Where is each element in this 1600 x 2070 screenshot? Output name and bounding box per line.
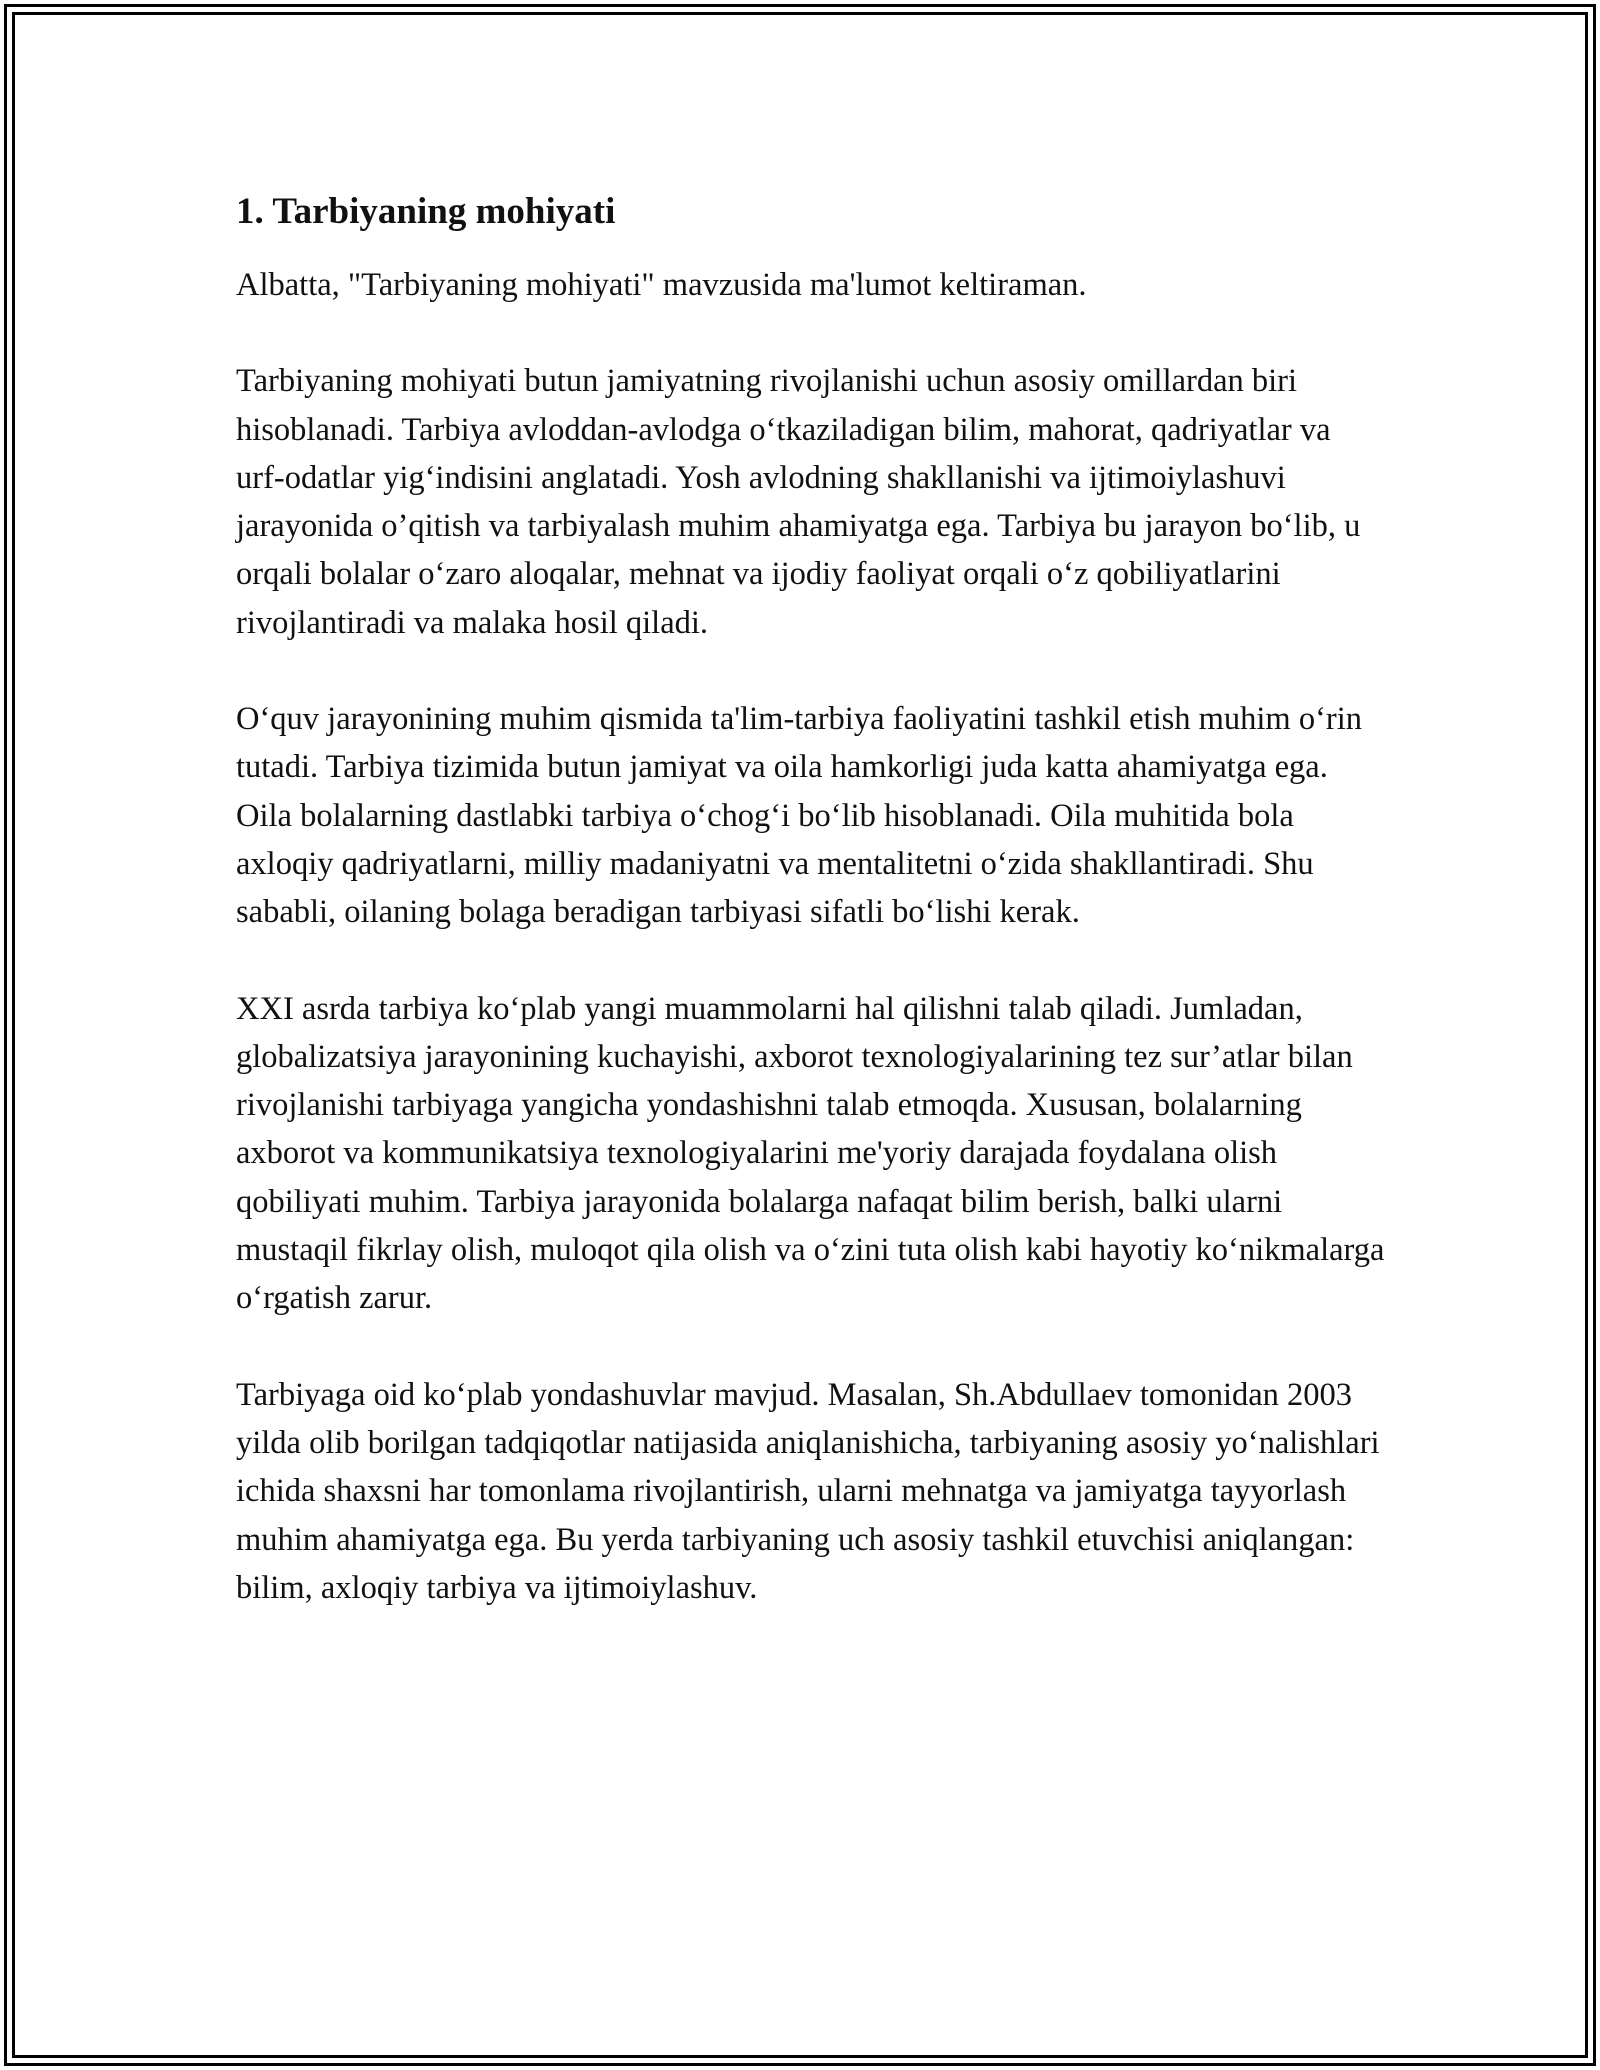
document-body	[236, 188, 1386, 1660]
paragraph-intro: Albatta, "Tarbiyaning mohiyati" mavzusida ma'lumot keltiraman.	[236, 267, 1087, 303]
paragraph-21st-century: XXI asrda tarbiya ko‘plab yangi muammolarni hal qilishni talab qiladi. Jumladan, globalizatsiya jarayonining kuchayishi, axborot texnologiyalarining tez sur’atlar bilan rivojlanishi tarbiyaga yangicha yondashishni talab etmoqda. Xususan, bolalarning axborot va kommunikatsiya texnologiyalarini me'yoriy darajada foydalana olish qobiliyati muhim. Tarbiya jarayonida bolalarga nafaqat bilim berish, balki ularni mustaqil fikrlay olish, muloqot qila olish va o‘zini tuta olish kabi hayotiy ko‘nikmalarga o‘rgatish zarur.	[236, 990, 1385, 1317]
document-title: 1. Tarbiyaning mohiyati	[236, 191, 616, 232]
paragraph-essence: Tarbiyaning mohiyati butun jamiyatning rivojlanishi uchun asosiy omillardan biri hisoblanadi. Tarbiya avloddan-avlodga o‘tkaziladigan bilim, mahorat, qadriyatlar va urf-odatlar yig‘indisini anglatadi. Yosh avlodning shakllanishi va ijtimoiylashuvi jarayonida o’qitish va tarbiyalash muhim ahamiyatga ega. Tarbiya bu jarayon bo‘lib, u orqali bolalar o‘zaro aloqalar, mehnat va ijodiy faoliyat orqali o‘z qobiliyatlarini rivojlantiradi va malaka hosil qiladi.	[236, 363, 1361, 641]
paragraph-approaches: Tarbiyaga oid ko‘plab yondashuvlar mavjud. Masalan, Sh.Abdullaev tomonidan 2003 yilda olib borilgan tadqiqotlar natijasida aniqlanishicha, tarbiyaning asosiy yo‘nalishlari ichida shaxsni har tomonlama rivojlantirish, ularni mehnatga va jamiyatga tayyorlash muhim ahamiyatga ega. Bu yerda tarbiyaning uch asosiy tashkil etuvchisi aniqlangan: bilim, axloqiy tarbiya va ijtimoiylashuv.	[236, 1376, 1380, 1606]
paragraph-family-role: O‘quv jarayonining muhim qismida ta'lim-tarbiya faoliyatini tashkil etish muhim o‘rin tutadi. Tarbiya tizimida butun jamiyat va oila hamkorligi juda katta ahamiyatga ega. Oila bolalarning dastlabki tarbiya o‘chog‘i bo‘lib hisoblanadi. Oila muhitida bola axloqiy qadriyatlarni, milliy madaniyatni va mentalitetni o‘zida shakllantiradi. Shu sababli, oilaning bolaga beradigan tarbiyasi sifatli bo‘lishi kerak.	[236, 701, 1363, 931]
